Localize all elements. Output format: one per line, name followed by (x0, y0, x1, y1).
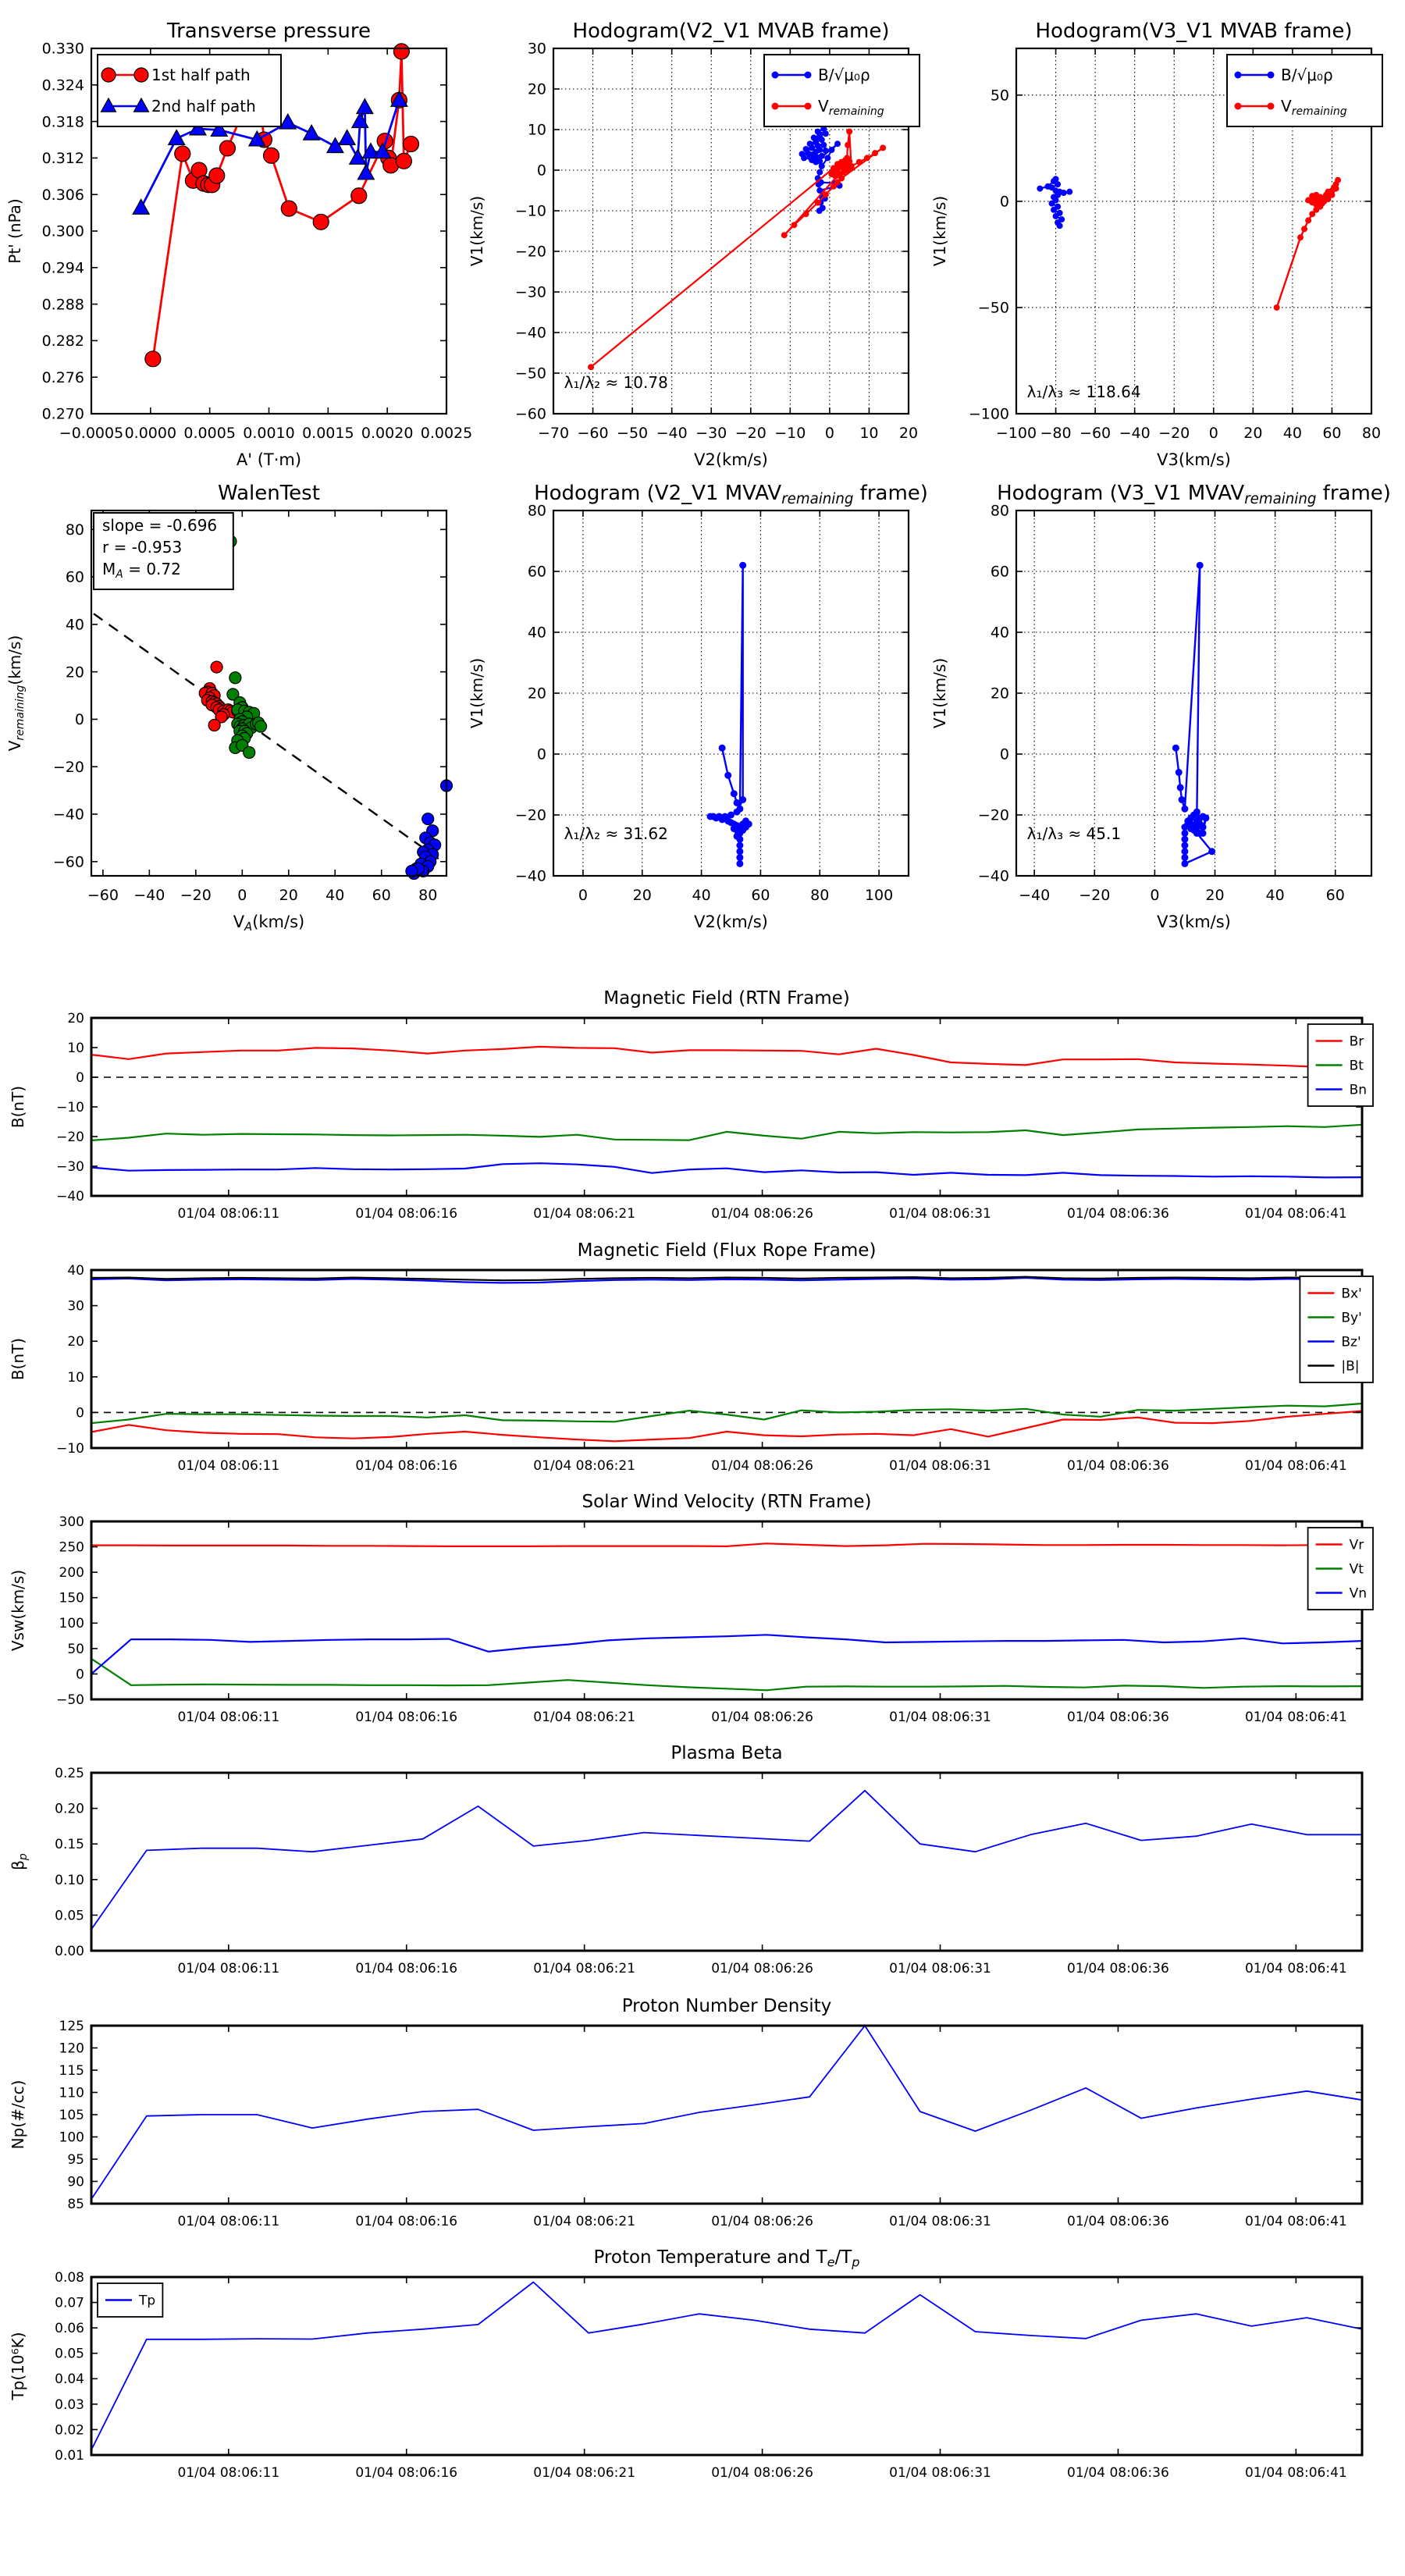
svg-text:01/04 08:06:41: 01/04 08:06:41 (1244, 1206, 1347, 1222)
panel-proton-temperature (0, 2241, 1405, 2492)
svg-text:01/04 08:06:16: 01/04 08:06:16 (355, 2465, 458, 2481)
plot-svg (0, 476, 478, 952)
svg-text:01/04 08:06:31: 01/04 08:06:31 (889, 2214, 991, 2229)
svg-text:0.0010: 0.0010 (243, 425, 295, 442)
svg-text:01/04 08:06:26: 01/04 08:06:26 (711, 1206, 813, 1222)
svg-text:r = -0.953: r = -0.953 (102, 538, 183, 557)
svg-text:40: 40 (1282, 425, 1302, 442)
svg-text:01/04 08:06:36: 01/04 08:06:36 (1067, 2465, 1169, 2481)
svg-text:01/04 08:06:16: 01/04 08:06:16 (355, 1961, 458, 1976)
svg-text:95: 95 (67, 2151, 84, 2168)
svg-text:01/04 08:06:26: 01/04 08:06:26 (711, 2465, 813, 2481)
svg-text:10: 10 (67, 1040, 84, 1056)
svg-text:85: 85 (67, 2196, 84, 2212)
svg-text:0.06: 0.06 (55, 2321, 84, 2337)
svg-text:0.0005: 0.0005 (183, 425, 236, 442)
svg-text:60: 60 (990, 563, 1009, 581)
svg-text:−30: −30 (56, 1158, 84, 1175)
svg-text:−100: −100 (995, 425, 1037, 442)
svg-text:−30: −30 (514, 283, 546, 301)
svg-text:20: 20 (279, 887, 298, 904)
svg-text:01/04 08:06:31: 01/04 08:06:31 (889, 1458, 991, 1474)
svg-text:−60: −60 (87, 887, 119, 904)
svg-text:01/04 08:06:11: 01/04 08:06:11 (177, 1961, 280, 1976)
panel-solar-wind-velocity (0, 1485, 1405, 1737)
svg-text:0.0025: 0.0025 (420, 425, 473, 442)
svg-text:−20: −20 (180, 887, 212, 904)
chart-hodogram-v3v1-mvav (925, 476, 1403, 952)
svg-text:01/04 08:06:41: 01/04 08:06:41 (1244, 2465, 1347, 2481)
svg-text:20: 20 (67, 1334, 84, 1350)
chart-hodogram-v2v1-mvav (462, 476, 940, 952)
svg-text:30: 30 (527, 40, 546, 58)
svg-text:0.276: 0.276 (41, 368, 84, 386)
svg-text:−40: −40 (1019, 887, 1051, 904)
svg-text:40: 40 (990, 624, 1009, 642)
svg-text:01/04 08:06:41: 01/04 08:06:41 (1244, 1961, 1347, 1976)
svg-text:10: 10 (859, 425, 879, 442)
svg-text:100: 100 (59, 2129, 84, 2146)
svg-text:−100: −100 (968, 405, 1009, 423)
plot-svg (0, 14, 478, 490)
svg-text:slope = -0.696: slope = -0.696 (102, 516, 218, 535)
plot-svg (0, 982, 1405, 1233)
svg-text:Vn: Vn (1349, 1585, 1368, 1602)
svg-text:0.0015: 0.0015 (302, 425, 354, 442)
svg-text:01/04 08:06:26: 01/04 08:06:26 (711, 1458, 813, 1474)
svg-text:0.294: 0.294 (41, 259, 84, 277)
svg-text:Tp: Tp (139, 2293, 156, 2309)
svg-text:−20: −20 (514, 243, 546, 261)
svg-text:01/04 08:06:31: 01/04 08:06:31 (889, 2465, 991, 2481)
svg-text:125: 125 (59, 2018, 84, 2034)
chart-hodogram-v3v1-mvab (925, 14, 1403, 490)
svg-text:−60: −60 (577, 425, 609, 442)
svg-text:Pt' (nPa): Pt' (nPa) (5, 198, 24, 264)
svg-text:−60: −60 (52, 853, 84, 871)
svg-text:VA(km/s): $V_A(km/s)$ (233, 913, 305, 934)
svg-text:βp: $\beta_p$ (9, 1853, 30, 1870)
svg-text:0.07: 0.07 (55, 2295, 84, 2311)
svg-text:80: 80 (810, 887, 830, 904)
svg-text:0: 0 (1208, 425, 1218, 442)
panel-plasma-beta (0, 1737, 1405, 1988)
plot-svg (0, 1737, 1405, 1988)
svg-text:01/04 08:06:11: 01/04 08:06:11 (177, 1710, 280, 1725)
chart-transverse-pressure (0, 14, 478, 490)
svg-text:0.288: 0.288 (41, 296, 84, 314)
svg-text:−40: −40 (56, 1188, 84, 1204)
svg-text:01/04 08:06:36: 01/04 08:06:36 (1067, 2214, 1169, 2229)
svg-text:01/04 08:06:41: 01/04 08:06:41 (1244, 2214, 1347, 2229)
svg-text:λ₁/λ₃ ≈ 45.1: λ₁/λ₃ ≈ 45.1 (1026, 824, 1122, 844)
svg-text:01/04 08:06:21: 01/04 08:06:21 (533, 1458, 636, 1474)
svg-text:Magnetic Field (Flux Rope Fram: Magnetic Field (Flux Rope Frame) (577, 1240, 877, 1261)
svg-text:Vremaining: $V_{remaining}$ (818, 96, 884, 118)
svg-text:Hodogram(V3_V1 MVAB frame): Hodogram(V3_V1 MVAB frame) (1035, 20, 1353, 43)
svg-text:0: 0 (1150, 887, 1160, 904)
svg-text:0: 0 (74, 711, 84, 729)
svg-text:−20: −20 (977, 806, 1009, 824)
svg-text:Vr: Vr (1349, 1537, 1364, 1553)
svg-text:Proton Number Density: Proton Number Density (621, 1996, 832, 2016)
svg-text:|B|: |B| (1341, 1358, 1360, 1375)
svg-text:30: 30 (67, 1298, 84, 1315)
svg-text:01/04 08:06:21: 01/04 08:06:21 (533, 2214, 636, 2229)
svg-text:80: 80 (1361, 425, 1382, 442)
svg-text:Vremaining(km/s): $V_{remaining}(km/s)$ (5, 635, 27, 752)
svg-text:01/04 08:06:36: 01/04 08:06:36 (1067, 1961, 1169, 1976)
svg-text:40: 40 (692, 887, 711, 904)
svg-text:01/04 08:06:11: 01/04 08:06:11 (177, 1206, 280, 1222)
svg-text:0.306: 0.306 (41, 186, 84, 204)
svg-text:−20: −20 (1158, 425, 1190, 442)
svg-text:50: 50 (67, 1641, 84, 1657)
svg-text:−50: −50 (977, 299, 1009, 317)
svg-text:0.03: 0.03 (55, 2396, 84, 2413)
svg-text:01/04 08:06:31: 01/04 08:06:31 (889, 1710, 991, 1725)
svg-text:60: 60 (65, 568, 84, 586)
svg-text:40: 40 (527, 624, 546, 642)
svg-text:110: 110 (59, 2085, 84, 2101)
svg-text:Vt: Vt (1349, 1561, 1364, 1578)
plot-svg (925, 476, 1403, 952)
svg-text:100: 100 (864, 887, 894, 904)
svg-text:01/04 08:06:26: 01/04 08:06:26 (711, 1710, 813, 1725)
svg-text:01/04 08:06:41: 01/04 08:06:41 (1244, 1710, 1347, 1725)
svg-text:0.312: 0.312 (41, 150, 84, 168)
svg-text:B(nT): B(nT) (9, 1337, 27, 1381)
svg-text:Hodogram (V2_V1 MVAVremaining: Hodogram (V2_V1 $MVAV_{remaining}$ frame) (534, 482, 928, 508)
svg-text:20: 20 (527, 80, 546, 98)
svg-text:01/04 08:06:16: 01/04 08:06:16 (355, 1206, 458, 1222)
svg-text:−30: −30 (695, 425, 727, 442)
svg-text:0.10: 0.10 (55, 1872, 84, 1888)
svg-text:0: 0 (536, 162, 546, 180)
svg-text:0.08: 0.08 (55, 2269, 84, 2286)
svg-text:Br: Br (1349, 1034, 1364, 1050)
plot-svg (0, 1485, 1405, 1737)
svg-text:105: 105 (59, 2107, 84, 2123)
svg-text:0.324: 0.324 (41, 76, 84, 94)
plot-svg (462, 14, 940, 490)
svg-text:0.0000: 0.0000 (124, 425, 177, 442)
svg-text:01/04 08:06:31: 01/04 08:06:31 (889, 1206, 991, 1222)
svg-text:Hodogram(V2_V1 MVAB frame): Hodogram(V2_V1 MVAB frame) (572, 20, 890, 43)
svg-text:2nd half path: 2nd half path (151, 96, 256, 116)
svg-text:20: 20 (990, 685, 1009, 703)
svg-text:λ₁/λ₂ ≈ 10.78: λ₁/λ₂ ≈ 10.78 (564, 373, 668, 393)
svg-text:100: 100 (59, 1616, 84, 1632)
plot-svg (0, 1234, 1405, 1485)
svg-text:40: 40 (325, 887, 345, 904)
svg-text:−10: −10 (56, 1099, 84, 1115)
svg-text:−40: −40 (514, 324, 546, 342)
svg-text:0.01: 0.01 (55, 2447, 84, 2464)
svg-text:V2(km/s): V2(km/s) (694, 450, 768, 469)
svg-text:80: 80 (65, 521, 84, 539)
svg-text:01/04 08:06:41: 01/04 08:06:41 (1244, 1458, 1347, 1474)
svg-text:0.300: 0.300 (41, 222, 84, 240)
plot-svg (925, 14, 1403, 490)
svg-text:0: 0 (76, 1667, 84, 1683)
plot-svg (0, 1990, 1405, 2241)
svg-text:01/04 08:06:21: 01/04 08:06:21 (533, 1206, 636, 1222)
svg-text:01/04 08:06:36: 01/04 08:06:36 (1067, 1710, 1169, 1725)
svg-text:40: 40 (65, 616, 84, 634)
svg-text:Vremaining: $V_{remaining}$ (1281, 96, 1347, 118)
svg-text:150: 150 (59, 1590, 84, 1606)
svg-text:0.270: 0.270 (41, 405, 84, 423)
svg-text:Np(#/cc): Np(#/cc) (9, 2080, 27, 2150)
svg-text:01/04 08:06:21: 01/04 08:06:21 (533, 2465, 636, 2481)
svg-text:−20: −20 (514, 806, 546, 824)
svg-text:−60: −60 (1080, 425, 1112, 442)
svg-text:01/04 08:06:16: 01/04 08:06:16 (355, 1458, 458, 1474)
svg-text:20: 20 (632, 887, 652, 904)
svg-text:120: 120 (59, 2041, 84, 2057)
svg-text:0.20: 0.20 (55, 1801, 84, 1817)
svg-text:0.04: 0.04 (55, 2371, 84, 2388)
svg-text:0.0020: 0.0020 (361, 425, 414, 442)
svg-text:01/04 08:06:21: 01/04 08:06:21 (533, 1710, 636, 1725)
svg-text:300: 300 (59, 1514, 84, 1530)
svg-text:B/√μ₀ρ: B/√μ₀ρ (818, 65, 870, 84)
svg-text:01/04 08:06:26: 01/04 08:06:26 (711, 1961, 813, 1976)
svg-text:−40: −40 (133, 887, 165, 904)
svg-text:−20: −20 (56, 1129, 84, 1145)
svg-text:Bn: Bn (1349, 1082, 1368, 1098)
svg-text:−50: −50 (56, 1692, 84, 1708)
svg-text:B/√μ₀ρ: B/√μ₀ρ (1281, 65, 1333, 84)
svg-text:20: 20 (898, 425, 919, 442)
svg-text:V2(km/s): V2(km/s) (694, 913, 768, 931)
svg-text:0.330: 0.330 (41, 40, 84, 58)
svg-text:40: 40 (1265, 887, 1285, 904)
svg-text:01/04 08:06:31: 01/04 08:06:31 (889, 1961, 991, 1976)
svg-text:Bt: Bt (1349, 1058, 1364, 1074)
svg-text:Solar Wind Velocity (RTN Frame: Solar Wind Velocity (RTN Frame) (582, 1492, 872, 1512)
svg-text:λ₁/λ₂ ≈ 31.62: λ₁/λ₂ ≈ 31.62 (564, 824, 668, 844)
svg-text:0: 0 (536, 745, 546, 763)
svg-text:200: 200 (59, 1565, 84, 1582)
svg-text:Bx': Bx' (1341, 1286, 1362, 1302)
svg-text:60: 60 (1322, 425, 1342, 442)
chart-walen-test (0, 476, 478, 952)
chart-hodogram-v2v1-mvab (462, 14, 940, 490)
svg-text:01/04 08:06:11: 01/04 08:06:11 (177, 2214, 280, 2229)
svg-text:0: 0 (76, 1405, 84, 1421)
panel-proton-number-density (0, 1990, 1405, 2241)
svg-text:60: 60 (372, 887, 391, 904)
svg-text:20: 20 (1243, 425, 1263, 442)
svg-text:V1(km/s): V1(km/s) (468, 195, 486, 267)
svg-text:20: 20 (67, 1010, 84, 1026)
svg-text:−70: −70 (537, 425, 570, 442)
svg-text:−0.0005: −0.0005 (59, 425, 124, 442)
svg-text:01/04 08:06:16: 01/04 08:06:16 (355, 2214, 458, 2229)
svg-text:0.25: 0.25 (55, 1765, 84, 1781)
svg-text:20: 20 (527, 685, 546, 703)
svg-text:50: 50 (990, 87, 1009, 105)
svg-text:V1(km/s): V1(km/s) (930, 657, 949, 729)
svg-text:0: 0 (237, 887, 247, 904)
svg-text:MA = 0.72: $M_A = 0.72$ (102, 560, 181, 581)
panel-magnetic-field-flux-rope (0, 1234, 1405, 1485)
svg-text:20: 20 (1205, 887, 1225, 904)
svg-text:01/04 08:06:11: 01/04 08:06:11 (177, 2465, 280, 2481)
svg-text:60: 60 (1325, 887, 1345, 904)
plot-svg (0, 2241, 1405, 2492)
svg-text:−10: −10 (514, 202, 546, 220)
svg-text:λ₁/λ₃ ≈ 118.64: λ₁/λ₃ ≈ 118.64 (1026, 382, 1141, 401)
svg-text:−20: −20 (735, 425, 767, 442)
svg-text:Tp(10⁶K): Tp(10⁶K) (9, 2332, 27, 2400)
svg-text:B(nT): B(nT) (9, 1085, 27, 1129)
svg-text:−10: −10 (56, 1440, 84, 1457)
svg-text:A' (T·m): A' (T·m) (236, 450, 302, 469)
svg-text:90: 90 (67, 2174, 84, 2190)
svg-text:10: 10 (527, 121, 546, 139)
svg-text:0: 0 (578, 887, 588, 904)
svg-text:80: 80 (990, 502, 1009, 520)
svg-text:0: 0 (76, 1069, 84, 1086)
svg-text:60: 60 (527, 563, 546, 581)
svg-text:60: 60 (751, 887, 770, 904)
svg-text:20: 20 (65, 664, 84, 681)
svg-text:1st half path: 1st half path (151, 65, 251, 84)
svg-text:01/04 08:06:36: 01/04 08:06:36 (1067, 1458, 1169, 1474)
svg-text:Bz': Bz' (1341, 1334, 1361, 1350)
svg-text:115: 115 (59, 2062, 84, 2079)
svg-text:01/04 08:06:26: 01/04 08:06:26 (711, 2214, 813, 2229)
svg-text:01/04 08:06:16: 01/04 08:06:16 (355, 1710, 458, 1725)
svg-text:−40: −40 (52, 806, 84, 824)
svg-text:−80: −80 (1040, 425, 1072, 442)
svg-text:WalenTest: WalenTest (218, 482, 320, 505)
svg-text:−40: −40 (977, 867, 1009, 885)
svg-text:01/04 08:06:21: 01/04 08:06:21 (533, 1961, 636, 1976)
svg-text:V3(km/s): V3(km/s) (1157, 913, 1231, 931)
svg-text:V1(km/s): V1(km/s) (930, 195, 949, 267)
svg-text:01/04 08:06:11: 01/04 08:06:11 (177, 1458, 280, 1474)
plot-svg (462, 476, 940, 952)
svg-text:0.15: 0.15 (55, 1837, 84, 1853)
svg-text:0.282: 0.282 (41, 333, 84, 350)
svg-text:−40: −40 (656, 425, 688, 442)
svg-text:−40: −40 (1119, 425, 1151, 442)
svg-text:Transverse pressure: Transverse pressure (167, 20, 371, 43)
svg-text:Magnetic Field (RTN Frame): Magnetic Field (RTN Frame) (603, 988, 850, 1009)
svg-text:V3(km/s): V3(km/s) (1157, 450, 1231, 469)
svg-text:−20: −20 (1079, 887, 1111, 904)
svg-text:0: 0 (824, 425, 834, 442)
svg-text:0.05: 0.05 (55, 2346, 84, 2362)
svg-text:V1(km/s): V1(km/s) (468, 657, 486, 729)
svg-text:Vsw(km/s): Vsw(km/s) (9, 1569, 27, 1652)
svg-text:80: 80 (527, 502, 546, 520)
panel-magnetic-field-rtn (0, 982, 1405, 1233)
svg-text:−20: −20 (52, 758, 84, 776)
svg-text:0.05: 0.05 (55, 1908, 84, 1924)
svg-text:−50: −50 (514, 365, 546, 382)
svg-text:−40: −40 (514, 867, 546, 885)
svg-text:0.00: 0.00 (55, 1943, 84, 1959)
svg-text:Proton Temperature and Te/Tp: Proton Temperature and Te/Tp (593, 2247, 860, 2270)
svg-text:0: 0 (999, 193, 1009, 211)
svg-text:−10: −10 (774, 425, 806, 442)
svg-text:0: 0 (999, 745, 1009, 763)
svg-text:0.02: 0.02 (55, 2422, 84, 2439)
svg-text:Plasma Beta: Plasma Beta (670, 1743, 783, 1763)
svg-text:−50: −50 (617, 425, 649, 442)
svg-text:By': By' (1341, 1310, 1362, 1326)
svg-text:0.318: 0.318 (41, 113, 84, 131)
svg-text:Hodogram (V3_V1 MVAVremaining: Hodogram (V3_V1 $MVAV_{remaining}$ frame) (997, 482, 1391, 508)
svg-text:−60: −60 (514, 405, 546, 423)
svg-text:01/04 08:06:36: 01/04 08:06:36 (1067, 1206, 1169, 1222)
svg-text:250: 250 (59, 1539, 84, 1556)
svg-text:10: 10 (67, 1369, 84, 1386)
svg-text:40: 40 (67, 1262, 84, 1279)
svg-text:80: 80 (418, 887, 438, 904)
